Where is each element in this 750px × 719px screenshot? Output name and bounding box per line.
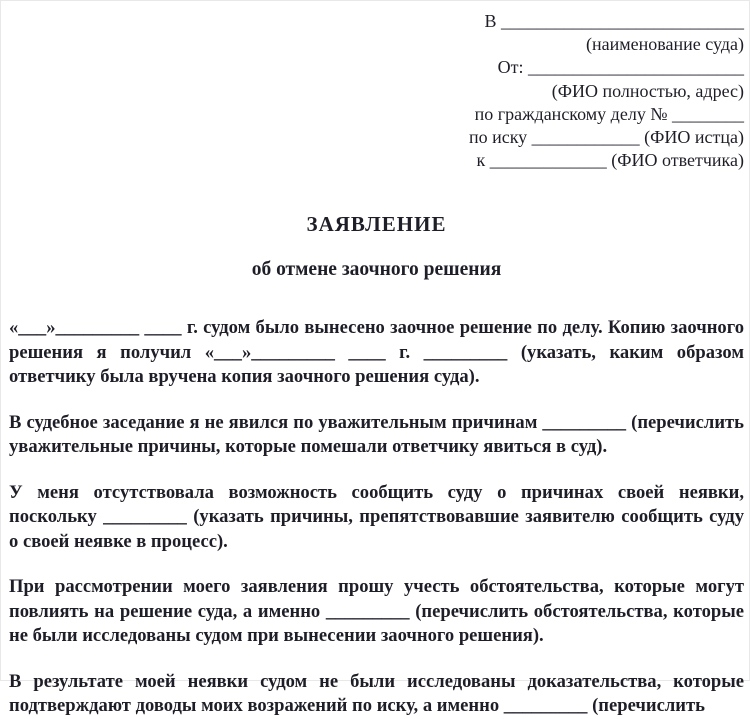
paragraph-judgment-issued: «___»_________ ____ г. судом было вынесено заочное решение по делу. Копию заочного решения я получил «___»_________ ____ г. _________ (указать, каким образом ответчику была вручена копия заочного решения суда). [9, 317, 744, 388]
header-line-defendant: к _____________ (ФИО ответчика) [476, 150, 744, 171]
document-subtitle: об отмене заочного решения [251, 259, 502, 281]
document-body [9, 316, 744, 719]
header-line-court-name-blank: В ___________________________ [484, 11, 744, 31]
header-line-case-number: по гражданскому делу № ________ [474, 103, 744, 124]
header-line-plaintiff: по иску ____________ (ФИО истца) [468, 127, 744, 148]
header-line-from-blank: От: ________________________ [497, 57, 744, 78]
paragraph-evidence-not-examined: В результате моей неявки судом не были исследованы доказательства, которые подтверждают доводы моих возражений по иску, а именно _________ (перечислить [9, 670, 744, 717]
header-line-from-caption: (ФИО полностью, адрес) [551, 80, 744, 101]
document-title: ЗАЯВЛЕНИЕ [306, 212, 447, 237]
paragraph-circumstances-to-consider: При рассмотрении моего заявления прошу учесть обстоятельства, которые могут повлиять на решение суда, а именно _________ (перечислить обстоятельства, которые не были исследованы судом при вынесении заочного решения). [9, 576, 744, 647]
header-line-court-name-caption: (наименование суда) [585, 34, 744, 55]
paragraph-absence-reasons: В судебное заседание я не явился по уважительным причинам _________ (перечислить уважительные причины, которые помешали ответчику явиться в суд). [9, 411, 744, 458]
court-header-block [444, 10, 744, 172]
paragraph-no-possibility-to-inform: У меня отсутствовала возможность сообщить суду о причинах своей неявки, поскольку _________ (указать причины, препятствовавшие заявителю сообщить суду о своей неявке в процесс). [9, 481, 744, 552]
